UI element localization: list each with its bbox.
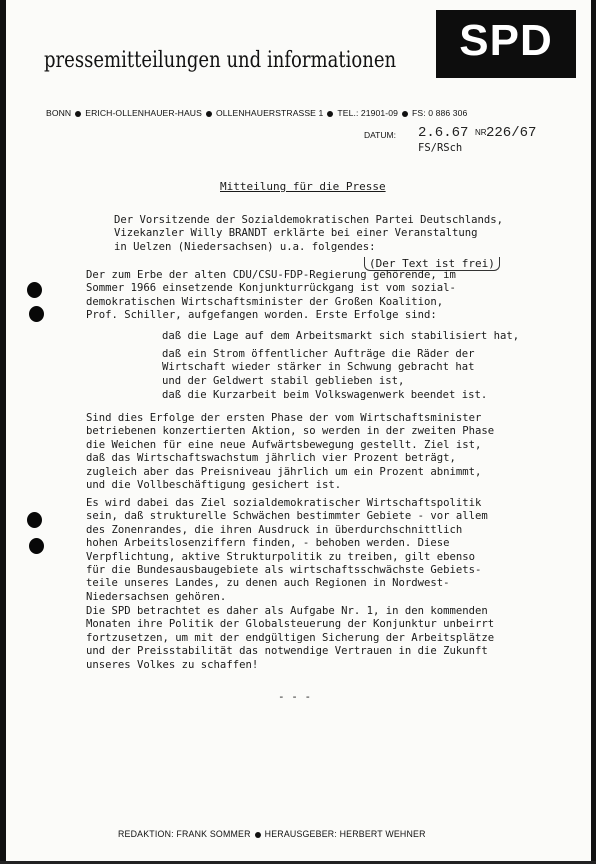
- number-label: NR: [475, 128, 487, 137]
- address-building: ERICH-OLLENHAUER-HAUS: [85, 108, 202, 118]
- footer-editor: REDAKTION: FRANK SOMMER: [118, 829, 251, 839]
- number-value: 226/67: [486, 125, 537, 141]
- end-mark: - - -: [278, 690, 312, 703]
- address-line: [46, 108, 562, 118]
- paragraph-4: Die SPD betrachtet es daher als Aufgabe Nr. 1, in den kommenden Monaten ihre Politik der Globalsteuerung der Konjunktur unbeirrt fortzusetzen, um mit der endgültigen Sicherung der Arbeitsplätze und der Preisstabilität das notwendige Vertrauen in die Zukunft unseres Volkes zu schaffen!: [86, 605, 495, 671]
- bullet-dot-icon: [206, 111, 212, 117]
- document-title: Mitteilung für die Presse: [220, 180, 386, 193]
- bullet-dot-icon: [255, 832, 261, 838]
- punch-hole-icon: [29, 306, 44, 322]
- intro-paragraph: Der Vorsitzende der Sozialdemokratischen Partei Deutschlands, Vizekanzler Willy BRANDT erklärte bei einer Veranstaltung in Uelzen (Niedersachsen) u.a. folgendes:: [114, 214, 504, 253]
- achievement-item-2: daß ein Strom öffentlicher Aufträge die Räder der Wirtschaft wieder stärker in Schwung gebracht hat und der Geldwert stabil geblieben ist,: [162, 348, 475, 387]
- paragraph-2: Sind dies Erfolge der ersten Phase der vom Wirtschaftsminister betriebenen konzertierten Aktion, so werden in der zweiten Phase die Weichen für eine neue Aufwärtsbewegung gestellt. Ziel ist, daß das Wirtschaftswachstum jährlich vier Prozent beträgt, zugleich aber das Preisniveau jährlich um ein Prozent abnimmt, und die Vollbeschäftigung gesichert ist.: [86, 412, 495, 492]
- address-street: OLLENHAUERSTRASSE 1: [215, 108, 324, 118]
- paragraph-1: Der zum Erbe der alten CDU/CSU-FDP-Regierung gehörende, im Sommer 1966 einsetzende Konjunkturrückgang ist vom sozial- demokratischen Wirtschaftsminister der Großen Koalition, Prof. Schiller, aufgefangen worden. Erste Erfolge sind:: [86, 269, 456, 322]
- date-label: DATUM:: [364, 130, 396, 140]
- bullet-dot-icon: [402, 111, 408, 117]
- address-city: BONN: [46, 108, 72, 118]
- scan-border-left: [0, 0, 6, 864]
- address-phone: TEL.: 21901-09: [337, 108, 399, 118]
- footer-credits: [118, 829, 426, 839]
- masthead-title: pressemitteilungen und informationen: [44, 48, 397, 73]
- punch-hole-icon: [27, 512, 42, 528]
- footer-publisher: HERAUSGEBER: HERBERT WEHNER: [264, 829, 426, 839]
- paragraph-3: Es wird dabei das Ziel sozialdemokratischer Wirtschaftspolitik sein, daß strukturelle Schwächen bestimmter Gebiete - vor allem des Zonenrandes, die ihren Ausdruck in überdurchschnittlich hohen Arbeitslosenziffern finden, - behoben werden. Diese Verpflichtung, aktive Strukturpolitik zu treiben, gilt ebenso für die Bundesausbaugebiete als wirtschaftsschwächste Gebiets- teile unseres Landes, zu denen auch Regionen in Nordwest- Niedersachsen gehören.: [86, 497, 488, 603]
- spd-logo-text: SPD: [459, 16, 553, 65]
- free-text-note: (Der Text ist frei): [364, 257, 500, 271]
- bullet-dot-icon: [75, 111, 81, 117]
- punch-hole-icon: [29, 538, 44, 554]
- achievement-item-1: daß die Lage auf dem Arbeitsmarkt sich stabilisiert hat,: [162, 330, 520, 342]
- spd-logo: [436, 10, 576, 78]
- reference-sign: FS/RSch: [418, 142, 463, 154]
- bullet-dot-icon: [327, 111, 333, 117]
- scan-border-right: [591, 0, 596, 864]
- punch-hole-icon: [27, 282, 42, 298]
- date-value: 2.6.67: [418, 125, 469, 141]
- address-fax: FS: 0 886 306: [412, 108, 468, 118]
- achievement-item-3: daß die Kurzarbeit beim Volkswagenwerk beendet ist.: [162, 389, 488, 401]
